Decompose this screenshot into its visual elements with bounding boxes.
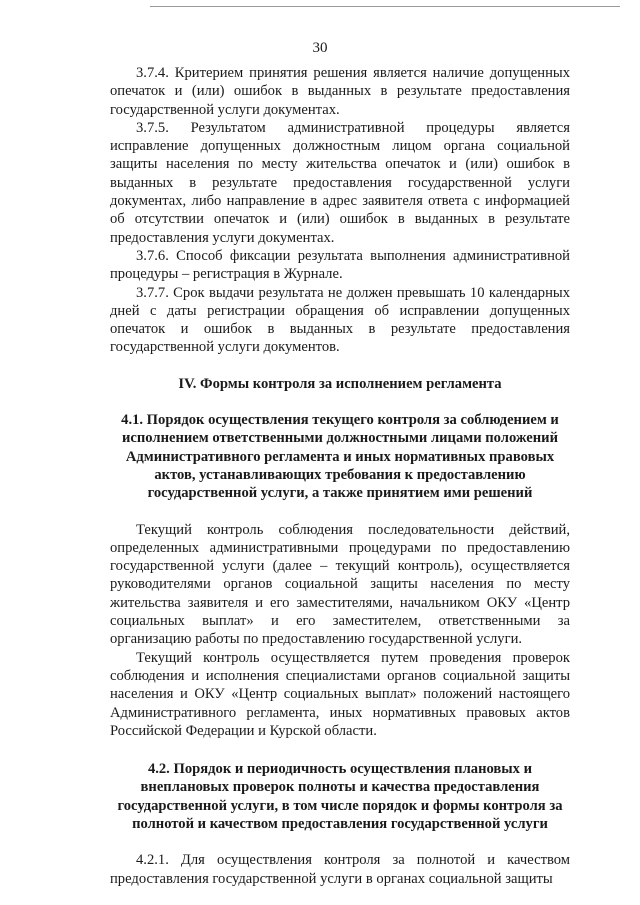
paragraph-4-1-b: Текущий контроль осуществляется путем проведения проверок соблюдения и исполнения специалистами органов социальной защиты населения и ОКУ «Центр социальных выплат» положений настоящего Административного регламента, иных нормативных правовых актов Российской Федерации и Курской области. (110, 649, 570, 739)
paragraph-3-7-7: 3.7.7. Срок выдачи результата не должен превышать 10 календарных дней с даты регистрации обращения об исправлении допущенных опечаток и ошибок в выданных в результате предоставления государственной услуги документов. (110, 284, 570, 356)
section-4-1-heading: 4.1. Порядок осуществления текущего контроля за соблюдением и исполнением ответственными должностными лицами положений Административного регламента и иных нормативных правовых актов, устанавливающих требования к предоставлению государственной услуги, а также принятием ими решений (121, 412, 559, 502)
paragraph-4-1-a: Текущий контроль соблюдения последовательности действий, определенных административными процедурами по предоставлению государственной услуги (далее – текущий контроль), осуществляется руководителями органов социальной защиты населения по месту жительства заявителя и его заместителями, начальником ОКУ «Центр социальных выплат» и его заместителем, ответственными за организацию работы по предоставлению государственной услуги. (110, 521, 570, 648)
section-4-title: IV. Формы контроля за исполнением регламента (178, 375, 502, 392)
paragraph-3-7-4: 3.7.4. Критерием принятия решения является наличие допущенных опечаток и (или) ошибок в выданных в результате предоставления государственной услуги документах. (110, 65, 570, 118)
section-4-2-heading: 4.2. Порядок и периодичность осуществления плановых и внеплановых проверок полноты и качества предоставления государственной услуги, в том числе порядок и формы контроля за полнотой и качеством предоставления государственной услуги (117, 761, 563, 832)
paragraph-4-2-1: 4.2.1. Для осуществления контроля за полнотой и качеством предоставления государственной услуги в органах социальной защиты (110, 852, 570, 887)
document-body (110, 64, 570, 888)
page-number: 30 (312, 40, 328, 56)
paragraph-3-7-5: 3.7.5. Результатом административной процедуры является исправление допущенных должностным лицом органа социальной защиты населения по месту жительства опечаток и (или) ошибок в выданных в результате предоставления государственной услуги документах, либо направление в адрес заявителя ответа с информацией об отсутствии опечаток и (или) ошибок в выданных в результате предоставления услуги документах. (110, 119, 570, 246)
top-rule (150, 6, 620, 7)
paragraph-3-7-6: 3.7.6. Способ фиксации результата выполнения административной процедуры – регистрация в Журнале. (110, 247, 570, 283)
